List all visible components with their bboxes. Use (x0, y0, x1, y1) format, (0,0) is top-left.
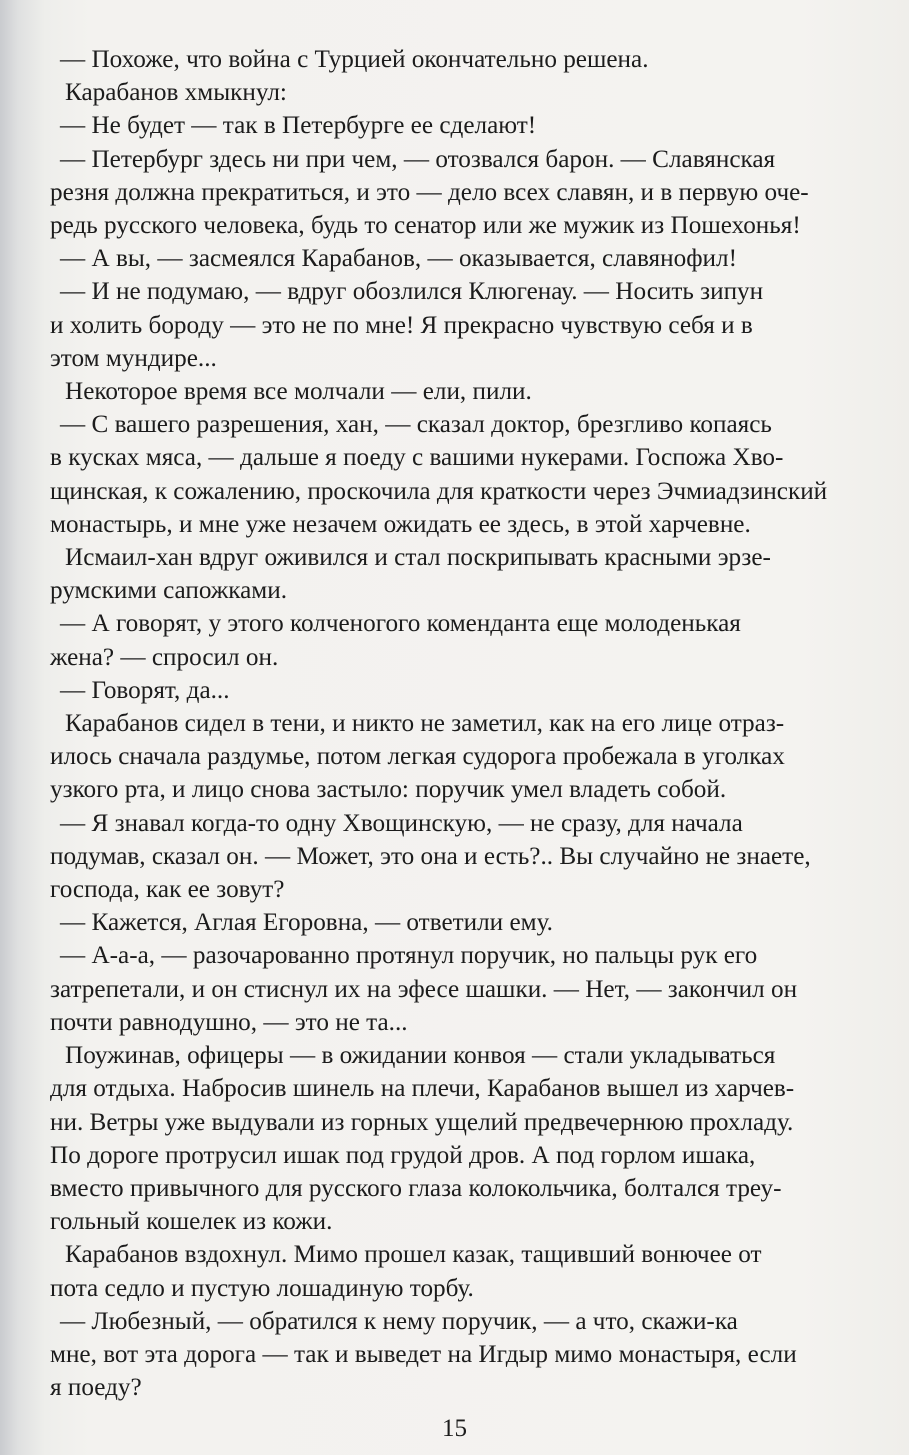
text-line: вместо привычного для русского глаза колокольчика, болтался треу- (50, 1174, 782, 1202)
text-line: Карабанов хмыкнул: (65, 79, 287, 107)
text-line: в кусках мяса, — дальше я поеду с вашими нукерами. Госпожа Хво- (50, 444, 784, 472)
text-line: — А-а-а, — разочарованно протянул поручик, но пальцы рук его (60, 942, 758, 970)
text-line: гольный кошелек из кожи. (50, 1208, 333, 1236)
text-line: этом мундире... (50, 344, 217, 372)
text-line: почти равнодушно, — это не та... (50, 1008, 408, 1036)
text-line: — Петербург здесь ни при чем, — отозвался барон. — Славянская (60, 145, 776, 173)
text-line: румскими сапожками. (50, 577, 288, 605)
text-line: — А вы, — засмеялся Карабанов, — оказывается, славянофил! (60, 245, 737, 273)
text-line: ни. Ветры уже выдували из горных ущелий предвечернюю прохладу. (50, 1108, 794, 1136)
text-line: Карабанов сидел в тени, и никто не заметил, как на его лице отраз- (65, 710, 785, 738)
text-line: — Кажется, Аглая Егоровна, — ответили ему. (60, 909, 553, 937)
text-line: жена? — спросил он. (50, 643, 279, 671)
text-line: и холить бороду — это не по мне! Я прекрасно чувствую себя и в (50, 311, 753, 339)
text-line: — А говорят, у этого колченогого коменданта еще молоденькая (60, 610, 741, 638)
text-line: редь русского человека, будь то сенатор или же мужик из Пошехонья! (50, 212, 801, 240)
text-line: — Я знавал когда-то одну Хвощинскую, — не сразу, для начала (60, 809, 743, 837)
text-line: узкого рта, и лицо снова застыло: поручик умел владеть собой. (50, 776, 727, 804)
text-line: — И не подумаю, — вдруг обозлился Клюгенау. — Носить зипун (60, 278, 764, 306)
text-line: резня должна прекратиться, и это — дело всех славян, и в первую оче- (50, 178, 809, 206)
text-line: Поужинав, офицеры — в ожидании конвоя — стали укладываться (65, 1042, 776, 1070)
text-line: — С вашего разрешения, хан, — сказал доктор, брезгливо копаясь (60, 411, 772, 439)
text-line: я поеду? (50, 1374, 142, 1402)
text-line: — Похоже, что война с Турцией окончательно решена. (60, 46, 649, 73)
text-line: для отдыха. Набросив шинель на плечи, Карабанов вышел из харчев- (50, 1075, 795, 1103)
page-number: 15 (442, 1415, 467, 1442)
text-line: пота седло и пустую лошадиную торбу. (50, 1274, 474, 1302)
text-line: щинская, к сожалению, проскочила для краткости через Эчмиадзинский (50, 477, 828, 505)
text-line: Некоторое время все молчали — ели, пили. (65, 378, 532, 406)
text-line: монастырь, и мне уже незачем ожидать ее здесь, в этой харчевне. (50, 510, 751, 538)
text-line: По дороге протрусил ишак под грудой дров. А под горлом ишака, (50, 1141, 756, 1169)
text-line: господа, как ее зовут? (50, 876, 285, 904)
text-line: затрепетали, и он стиснул их на эфесе шашки. — Нет, — закончил он (50, 975, 798, 1003)
page-body-text (50, 43, 832, 1404)
text-line: илось сначала раздумье, потом легкая судорога пробежала в уголках (50, 743, 785, 771)
text-line: — Не будет — так в Петербурге ее сделают! (60, 112, 537, 140)
text-line: Исмаил-хан вдруг оживился и стал поскрипывать красными эрзе- (65, 544, 771, 572)
text-line: Карабанов вздохнул. Мимо прошел казак, тащивший вонючее от (65, 1241, 762, 1269)
text-line: подумав, сказал он. — Может, это она и есть?.. Вы случайно не знаете, (50, 842, 811, 870)
text-line: — Говорят, да... (60, 676, 230, 704)
text-line: — Любезный, — обратился к нему поручик, — а что, скажи-ка (60, 1307, 738, 1335)
text-line: мне, вот эта дорога — так и выведет на Игдыр мимо монастыря, если (50, 1340, 797, 1368)
